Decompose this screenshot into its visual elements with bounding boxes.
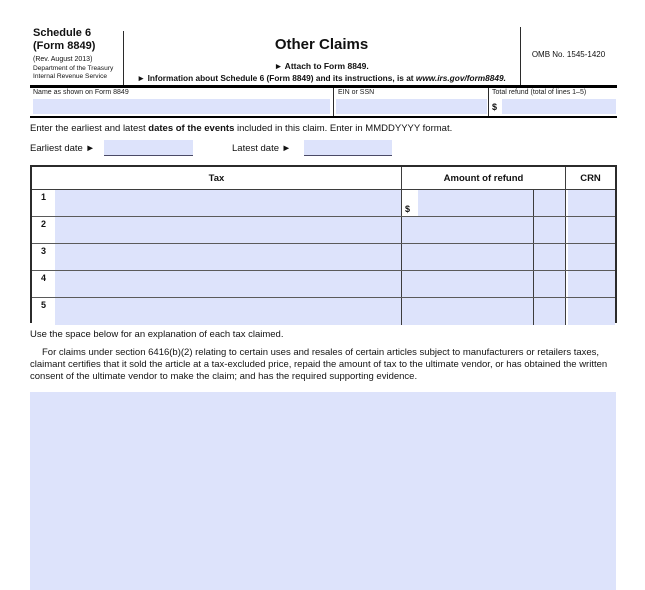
claims-row-5: [32, 298, 615, 325]
crn-cell-2: [565, 217, 615, 243]
cents-input-3[interactable]: [533, 244, 565, 270]
form-title-block: [123, 0, 520, 86]
attach-instruction: ► Attach to Form 8849.: [274, 61, 369, 71]
cents-input-4[interactable]: [533, 271, 565, 297]
cents-input-1[interactable]: [533, 190, 565, 216]
tax-input-4[interactable]: [55, 271, 401, 297]
crn-input-3[interactable]: [568, 244, 615, 270]
ein-label: EIN or SSN: [338, 89, 375, 96]
amount-column-header: Amount of refund: [401, 167, 565, 189]
crn-input-4[interactable]: [568, 271, 615, 297]
amount-input-5[interactable]: [401, 298, 533, 325]
explanation-instruction: Use the space below for an explanation of each tax claimed.: [30, 329, 284, 340]
cents-input-2[interactable]: [533, 217, 565, 243]
crn-cell-1: [565, 190, 615, 216]
earliest-date-input[interactable]: [104, 140, 193, 156]
header-bottom-rule: [30, 85, 617, 88]
amount-input-4[interactable]: [401, 271, 533, 297]
total-dollar-sign: $: [492, 102, 498, 112]
row-number: 4: [32, 271, 55, 297]
amount-input-1[interactable]: [418, 190, 533, 216]
claims-row-1: [32, 190, 615, 217]
info-instruction: [123, 73, 520, 83]
tax-input-1[interactable]: [55, 190, 401, 216]
crn-input-1[interactable]: [568, 190, 615, 216]
irs-url: www.irs.gov/form8849.: [415, 73, 506, 83]
claims-row-3: [32, 244, 615, 271]
latest-date-label: Latest date ►: [232, 143, 292, 154]
explanation-textarea[interactable]: [30, 392, 616, 590]
name-label: Name as shown on Form 8849: [33, 89, 129, 96]
ein-input[interactable]: [336, 99, 487, 114]
row-number: 5: [32, 298, 55, 325]
info-instruction-text: ► Information about Schedule 6 (Form 8849) and its instructions, is at: [137, 73, 416, 83]
amount-dollar-sign: $: [405, 204, 411, 214]
department-line: [33, 65, 121, 81]
revision-date: (Rev. August 2013): [33, 56, 93, 63]
omb-number: OMB No. 1545-1420: [531, 50, 606, 59]
amount-input-2[interactable]: [401, 217, 533, 243]
total-refund-input[interactable]: [502, 99, 616, 114]
identity-divider-1: [333, 88, 334, 116]
crn-input-2[interactable]: [568, 217, 615, 243]
form-number: (Form 8849): [33, 40, 96, 52]
row-number: 2: [32, 217, 55, 243]
latest-date-input[interactable]: [304, 140, 392, 156]
tax-input-2[interactable]: [55, 217, 401, 243]
dates-instruction-bold: dates of the events: [148, 123, 235, 134]
tax-input-5[interactable]: [55, 298, 401, 325]
tax-column-header: Tax: [208, 172, 225, 184]
dept-treasury: Department of the Treasury: [33, 65, 114, 72]
dates-instruction: [30, 123, 452, 134]
row-number: 3: [32, 244, 55, 270]
schedule-number: Schedule 6: [33, 27, 92, 39]
name-input[interactable]: [33, 99, 330, 114]
claims-table: [30, 165, 617, 323]
dates-instruction-p2: included in this claim. Enter in MMDDYYYY format.: [234, 123, 453, 134]
cents-input-5[interactable]: [533, 298, 565, 325]
certification-paragraph: For claims under section 6416(b)(2) relating to certain uses and resales of certain articles subject to manufacturers or retailers taxes, claimant certifies that it sold the article at a tax-excluded price, repaid the amount of tax to the ultimate vendor, or has obtained the written consent of the ultimate vendor to make the claim; and has the required supporting evidence.: [30, 347, 608, 382]
earliest-date-label: Earliest date ►: [30, 143, 95, 154]
crn-cell-3: [565, 244, 615, 270]
identity-bottom-rule: [30, 116, 617, 118]
amount-input-3[interactable]: [401, 244, 533, 270]
tax-input-3[interactable]: [55, 244, 401, 270]
claims-row-4: [32, 271, 615, 298]
row-number: 1: [32, 190, 55, 216]
crn-cell-5: [565, 298, 615, 325]
crn-cell-4: [565, 271, 615, 297]
page-title: Other Claims: [274, 36, 369, 53]
amount-cell-1: [401, 190, 533, 216]
total-refund-label: Total refund (total of lines 1–5): [492, 89, 587, 96]
dates-instruction-p1: Enter the earliest and latest: [30, 123, 149, 134]
form-id-block: [33, 27, 121, 81]
dept-irs: Internal Revenue Service: [33, 73, 108, 80]
crn-column-header: CRN: [565, 167, 615, 189]
claims-row-2: [32, 217, 615, 244]
identity-divider-2: [488, 88, 489, 116]
claims-table-header-row: [32, 167, 615, 190]
crn-input-5[interactable]: [568, 298, 615, 325]
